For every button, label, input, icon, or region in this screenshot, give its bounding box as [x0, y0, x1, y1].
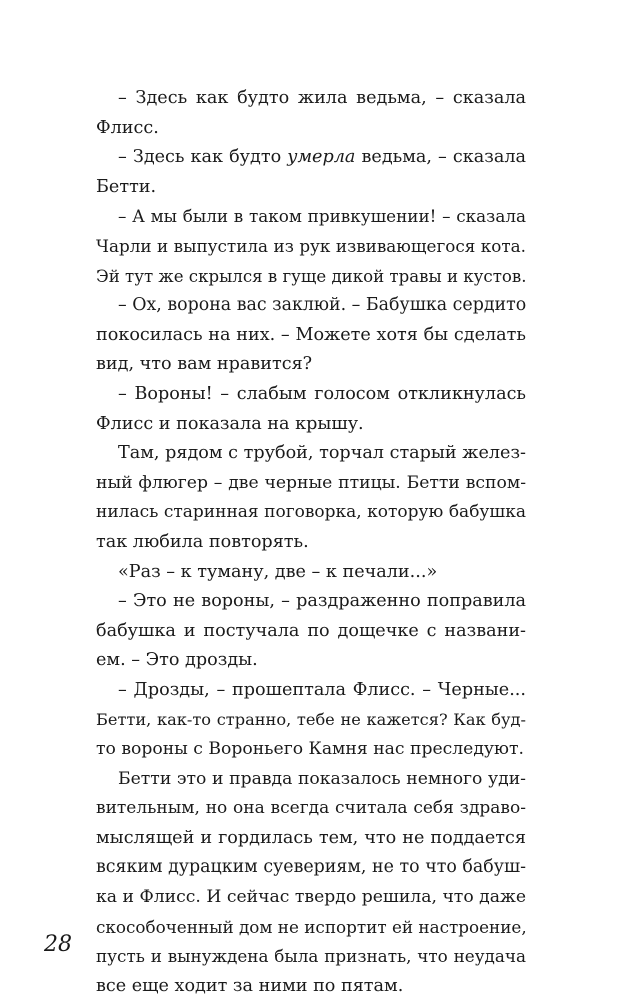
text-line: вид, что вам нравится?	[96, 354, 313, 375]
text-line: – Вороны! – слабым голосом откликнулась	[118, 383, 526, 404]
text-line: ка и Флисс. И сейчас твердо решила, что даже	[96, 887, 526, 908]
text-line: скособоченный дом не испортит ей настроение,	[96, 916, 527, 937]
page-number: 28	[44, 932, 72, 957]
text-line: Флисс и показала на крышу.	[96, 413, 364, 434]
text-line: вительным, но она всегда считала себя здраво-	[96, 798, 526, 819]
text-line: – А мы были в таком привкушении! – сказала	[118, 206, 526, 227]
text-line: пусть и вынуждена была признать, что неудача	[96, 946, 526, 967]
text-line: Чарли и выпустила из рук извивающегося кота.	[96, 235, 526, 256]
text-line: – Это не вороны, – раздраженно поправила	[118, 591, 526, 612]
text-line: так любила повторять.	[96, 531, 309, 552]
body-text	[96, 84, 526, 1001]
text-line: Бетти это и правда показалось немного уди-	[118, 768, 526, 789]
text-line: все еще ходит за ними по пятам.	[96, 975, 404, 996]
text-line: Эй тут же скрылся в гуще дикой травы и кустов.	[96, 266, 527, 286]
text-line: Бетти.	[96, 176, 157, 197]
text-line: – Ох, ворона вас заклюй. – Бабушка сердито	[118, 295, 527, 316]
text-line: ем. – Это дрозды.	[96, 650, 258, 671]
text-line: нилась старинная поговорка, которую бабушка	[96, 502, 526, 523]
text-line: – Здесь как будто умерла ведьма, – сказала	[118, 147, 526, 168]
text-line: Флисс.	[96, 117, 159, 138]
text-line: всяким дурацким суевериям, не то что бабуш-	[96, 857, 526, 878]
text-line: ный флюгер – две черные птицы. Бетти вспом-	[96, 472, 526, 493]
text-line: мыслящей и гордилась тем, что не поддается	[96, 827, 526, 848]
text-line: Там, рядом с трубой, торчал старый желез-	[118, 443, 526, 464]
text-line: – Здесь как будто жила ведьма, – сказала	[118, 88, 526, 108]
text-line: – Дрозды, – прошептала Флисс. – Черные...	[118, 679, 526, 700]
text-line: покосилась на них. – Можете хотя бы сделать	[96, 324, 526, 345]
text-line: бабушка и постучала по дощечке с названи-	[96, 620, 526, 641]
text-line: «Раз – к туману, две – к печали...»	[118, 561, 438, 582]
text-line: то вороны с Вороньего Камня нас преследуют.	[96, 739, 524, 760]
text-line: Бетти, как-то странно, тебе не кажется? Как буд-	[96, 710, 526, 730]
